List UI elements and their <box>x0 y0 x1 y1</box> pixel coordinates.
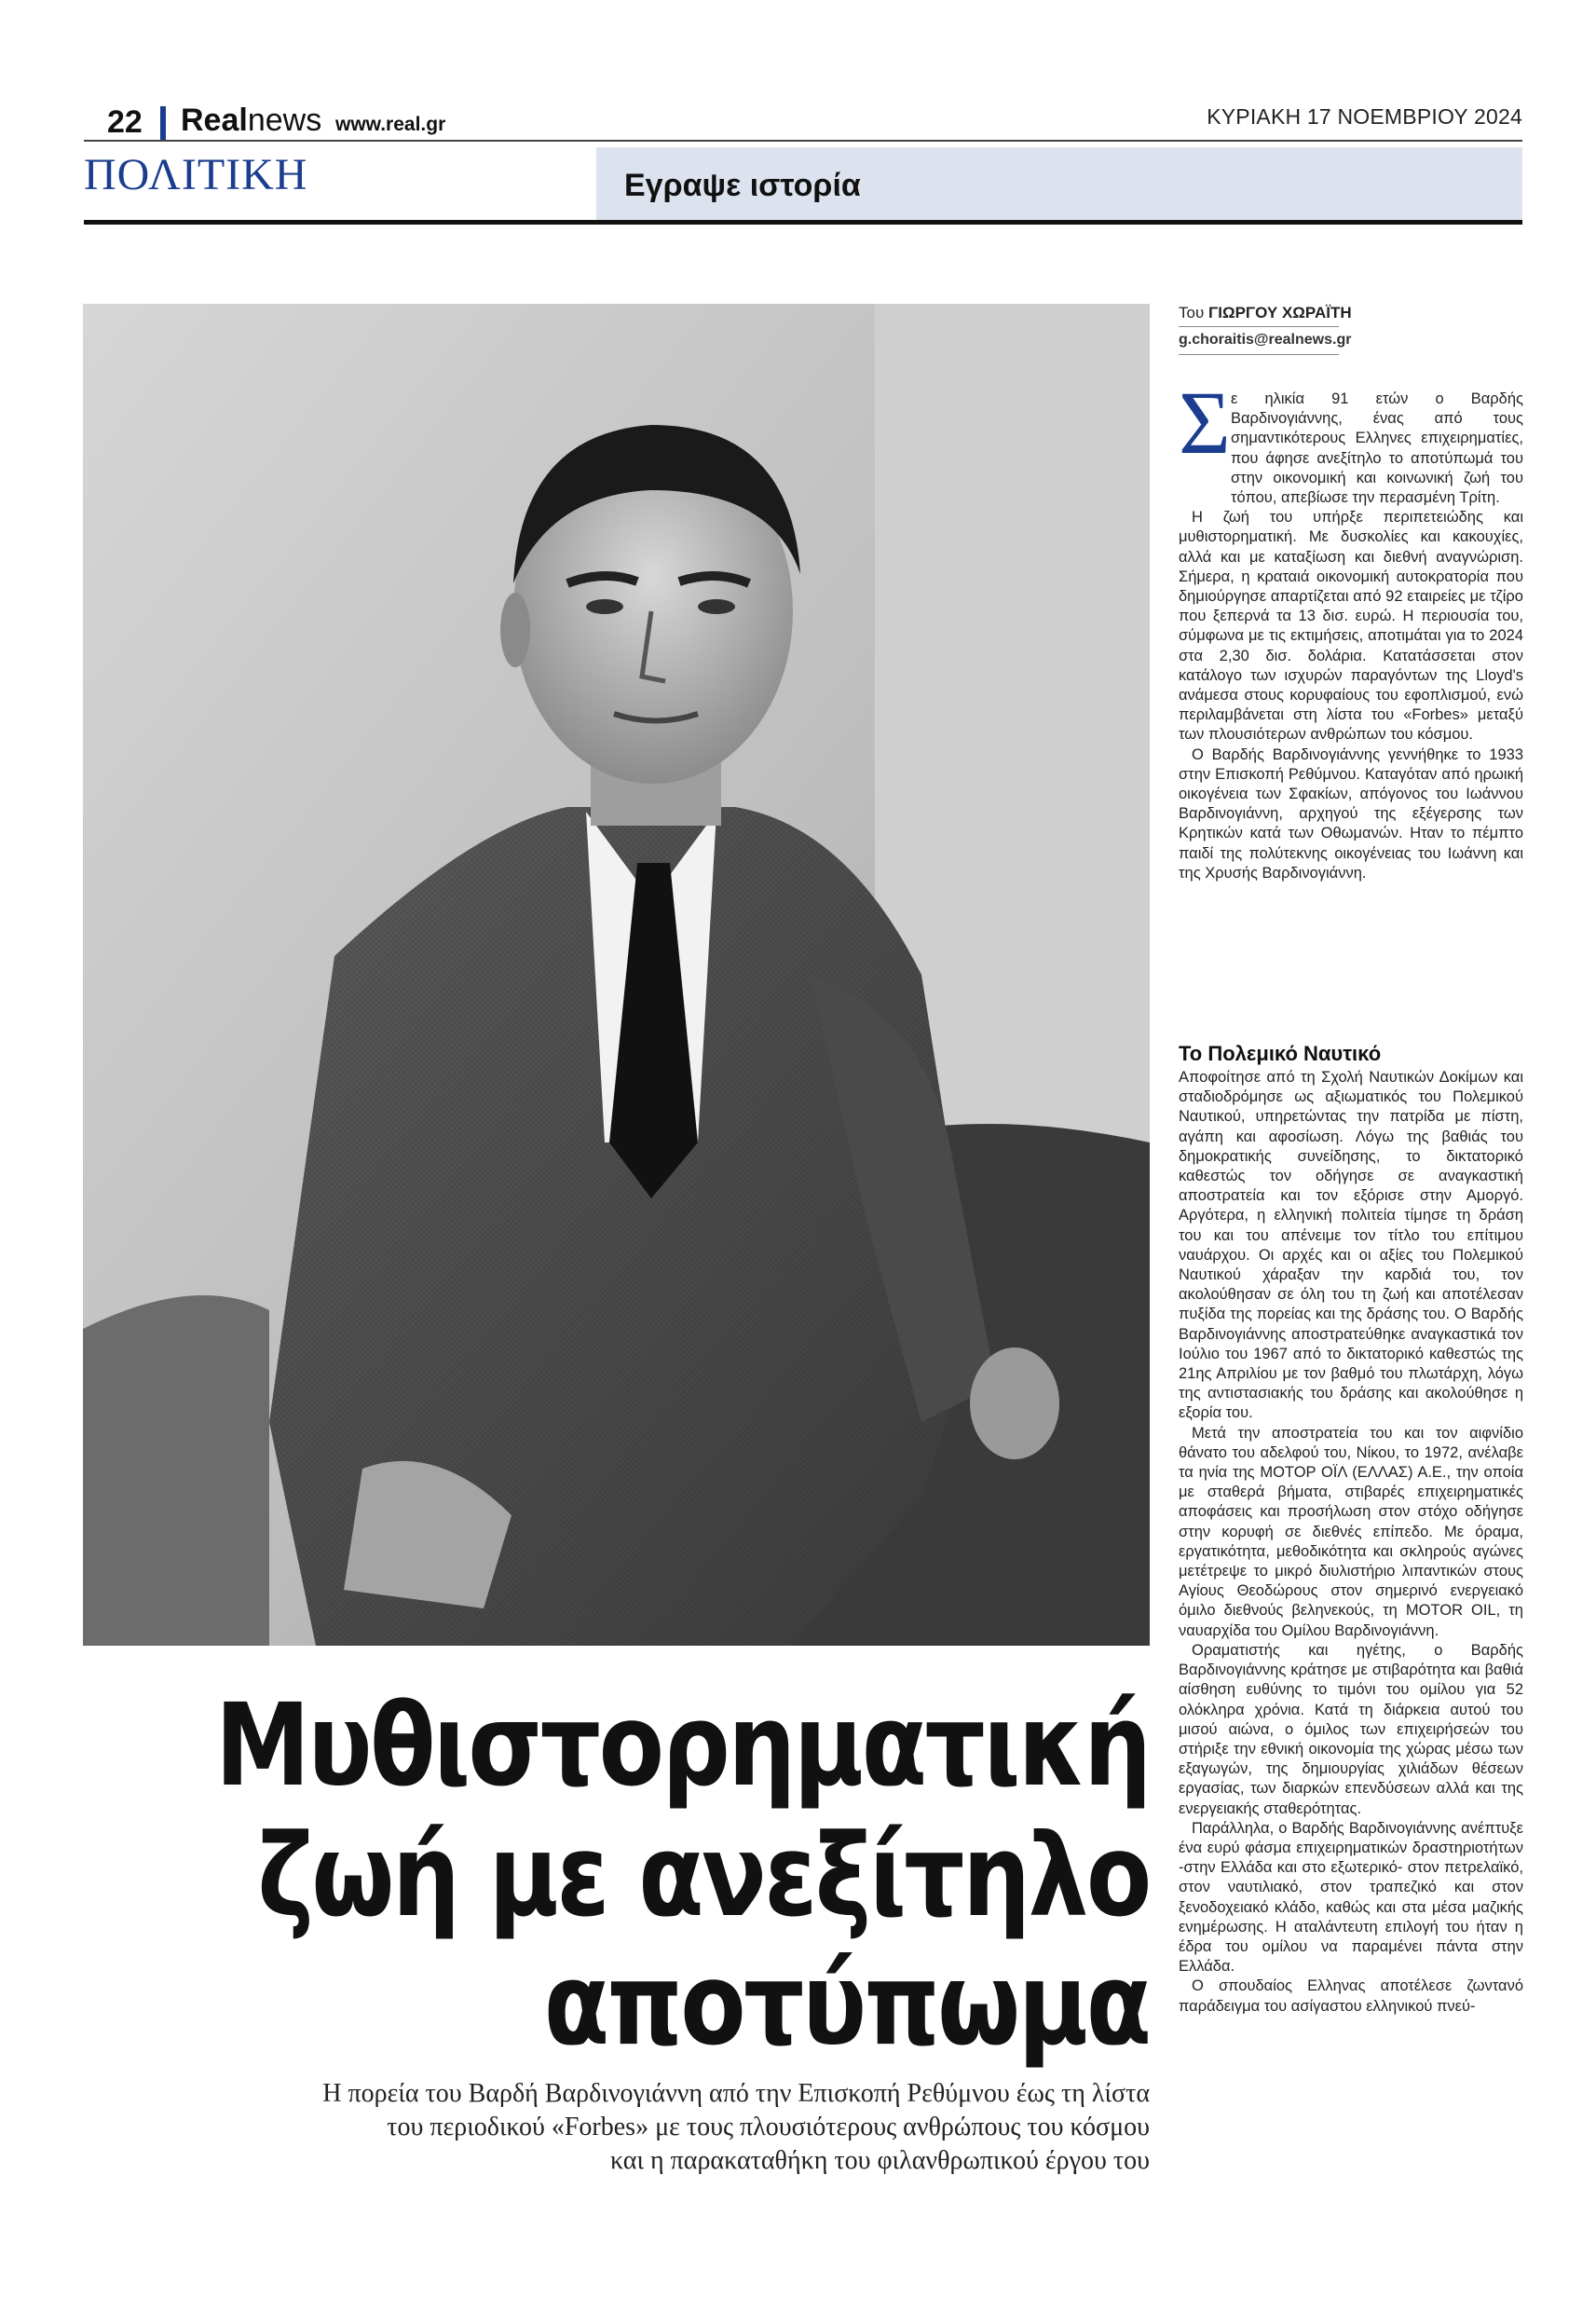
header-divider-bar <box>160 106 166 140</box>
headline-line-3: αποτύπωμα <box>544 1938 1150 2071</box>
body-paragraph: Ο Βαρδής Βαρδινογιάννης γεννήθηκε το 1933 στην Επισκοπή Ρεθύμνου. Καταγόταν από ηρωική οικογένεια των Σφακίων, απόγονος του Ιωάννου Βαρδινογιάννη, αρχηγού της εξέγερσης των Κρητικών κατά των Οθωμανών. Ηταν το πέμπτο παιδί της πολύτεκνης οικογένειας του Ιωάννη και της Χρυσής Βαρδινογιάννη. <box>1179 746 1523 882</box>
byline-rule-bottom <box>1179 354 1339 355</box>
deck-line-1: Η πορεία του Βαρδή Βαρδινογιάννη από την Επισκοπή Ρεθύμνου έως τη λίστα <box>322 2079 1150 2108</box>
portrait-photo <box>83 304 1150 1646</box>
kicker-title: Εγραψε ιστορία <box>624 168 861 203</box>
section-rule <box>84 220 1522 225</box>
body-paragraph <box>1179 390 1523 508</box>
brand-thin: news <box>247 103 322 138</box>
article-body-lower <box>1179 1068 1523 2017</box>
byline-rule-top <box>1179 326 1339 327</box>
deck-line-3: και η παρακαταθήκη του φιλανθρωπικού έργου του <box>609 2146 1150 2175</box>
header-rule <box>84 140 1522 142</box>
article-body-upper <box>1179 390 1523 883</box>
headline-line-2: ζωή με ανεξίτηλο <box>257 1810 1150 1942</box>
byline <box>1179 304 1352 322</box>
issue-date: ΚΥΡΙΑΚΗ 17 ΝΟΕΜΒΡΙΟΥ 2024 <box>1207 104 1522 129</box>
brand-bold: Real <box>181 103 248 138</box>
body-paragraph: Η ζωή του υπήρξε περιπετειώδης και μυθιστορηματική. Με δυσκολίες και κακουχίες, αλλά και με καταξίωση και διεθνή αναγνώριση. Σήμερα, η κραταιά οικονομική αυτοκρατορία που δημιούργησε απαρτίζεται από 92 εταιρείες με τζίρο που ξεπερνά τα 13 δισ. ευρώ. Η περιουσία του, σύμφωνα με τις εκτιμήσεις, αποτιμάται για το 2024 στα 2,30 δισ. δολάρια. Κατατάσσεται στον κατάλογο των ισχυρών παραγόντων της Lloyd's ανάμεσα στους κορυφαίους του εφοπλισμού, ενώ περιλαμβάνεται στη λίστα του «Forbes» μεταξύ των πλουσιότερων ανθρώπων του κόσμου. <box>1179 509 1523 744</box>
brand-logo <box>181 103 321 139</box>
website-link[interactable]: www.real.gr <box>335 114 446 135</box>
byline-author: ΓΙΩΡΓΟΥ ΧΩΡΑΪΤΗ <box>1208 304 1352 321</box>
body-paragraph: Ο σπουδαίος Ελληνας αποτέλεσε ζωντανό παράδειγμα του ασίγαστου ελληνικού πνεύ- <box>1179 1977 1523 2015</box>
byline-prefix: Του <box>1179 304 1205 321</box>
author-email-link[interactable]: g.choraitis@realnews.gr <box>1179 332 1352 348</box>
body-paragraph-text: ε ηλικία 91 ετών ο Βαρδής Βαρδινογιάννης, ένας από τους σημαντικότερους Ελληνες επιχειρηματίες, που άφησε ανεξίτηλο το αποτύπωμά του στην οικονομική και κοινωνική ζωή του τόπου, απεβίωσε την περασμένη Τρίτη. <box>1231 390 1523 507</box>
body-paragraph: Αποφοίτησε από τη Σχολή Ναυτικών Δοκίμων και σταδιοδρόμησε ως αξιωματικός του Πολεμικού Ναυτικού, υπηρετώντας την πατρίδα με πίστη, αγάπη και αφοσίωση. Λόγω της βαθιάς του δημοκρατικής συνείδησης, το δικτατορικό καθεστώς τον οδήγησε σε αναγκαστική αποστρατεία και τον εξόρισε στην Αμοργό. Αργότερα, η ελληνική πολιτεία τίμησε τη δράση του και του απένειμε τον τίτλο του επίτιμου ναυάρχου. Οι αρχές και οι αξίες του Πολεμικού Ναυτικού χάραξαν την καρδιά του, τον ακολούθησαν σε όλη του τη ζωή και αποτέλεσαν πυξίδα της πορείας και της δράσης του. Ο Βαρδής Βαρδινογιάννης αποστρατεύθηκε αναγκαστικά τον Ιούλιο του 1967 από το δικτατορικό καθεστώς της 21ης Απριλίου με τον βαθμό του πλωτάρχη, λόγω της αντιστασιακής του δράσης και ακολούθησε η εξορία του. <box>1179 1069 1523 1422</box>
subheading: Το Πολεμικό Ναυτικό <box>1179 1042 1382 1065</box>
body-paragraph: Παράλληλα, ο Βαρδής Βαρδινογιάννης ανέπτυξε ένα ευρύ φάσμα επιχειρηματικών δραστηριοτήτων -στην Ελλάδα και στο εξωτερικό- στον πετρελαϊκό, στον ναυτιλιακό, στον τραπεζικό και στον ξενοδοχειακό κλάδο, καθώς και στα μέσα μαζικής ενημέρωσης. Η αταλάντευτη επιλογή του ήταν η έδρα του ομίλου να παραμένει πάντα στην Ελλάδα. <box>1179 1819 1523 1976</box>
drop-cap: Σ <box>1179 373 1231 472</box>
body-paragraph: Οραματιστής και ηγέτης, ο Βαρδής Βαρδινογιάννης κράτησε με στιβαρότητα και βαθιά αίσθηση ευθύνης το τιμόνι του ομίλου για 52 ολόκληρα χρόνια. Κατά τη διάρκεια αυτού του μισού αιώνα, ο όμιλος των επιχειρήσεών του στήριξε την εθνική οικονομία της χώρας μέσω των εξαγωγών, της δημιουργίας χιλιάδων θέσεων εργασίας, των διαρκών επενδύσεων αλλά και της ενεργειακής σταθερότητας. <box>1179 1641 1523 1817</box>
deck-line-2: του περιοδικού «Forbes» με τους πλουσιότερους ανθρώπους του κόσμου <box>387 2113 1150 2141</box>
headline-line-1: Μυθιστορηματική <box>215 1679 1150 1812</box>
body-paragraph: Μετά την αποστρατεία του και τον αιφνίδιο θάνατο του αδελφού του, Νίκου, το 1972, ανέλαβε τα ηνία της ΜΟΤΟΡ ΟΪΛ (ΕΛΛΑΣ) Α.Ε., την οποία με σταθερά βήματα, στιβαρές επιχειρηματικές αποφάσεις και προσήλωση στον στόχο οδήγησε στην κορυφή σε διεθνές επίπεδο. Με όραμα, εργατικότητα, μεθοδικότητα και σκληρούς αγώνες μετέτρεψε το μικρό διυλιστήριο λιπαντικών στους Αγίους Θεοδώρους στον σημερινό ενεργειακό όμιλο διεθνούς βεληνεκούς, τη MOTOR OIL, τη ναυαρχίδα του Ομίλου Βαρδινογιάννη. <box>1179 1424 1523 1639</box>
section-title: ΠΟΛΙΤΙΚΗ <box>84 150 308 199</box>
page-number: 22 <box>107 104 143 140</box>
